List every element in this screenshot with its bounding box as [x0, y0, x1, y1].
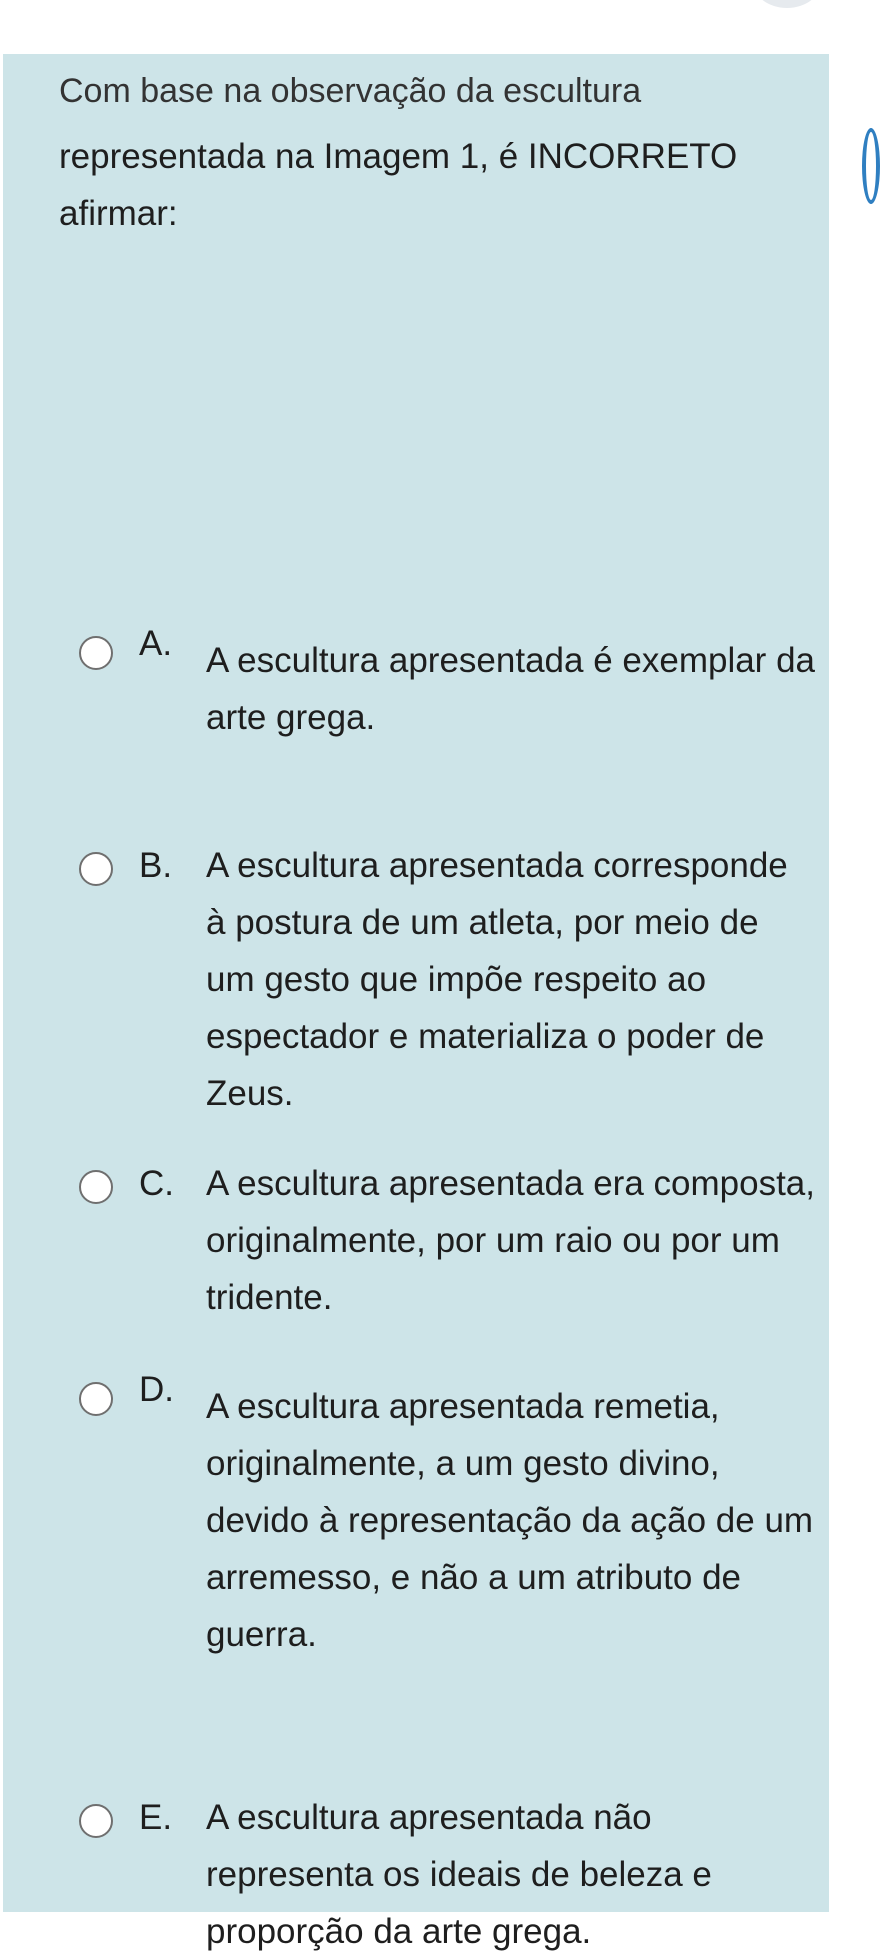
radio-button-d[interactable]	[79, 1382, 113, 1416]
option-letter-b: B.	[139, 846, 173, 885]
side-scroll-indicator[interactable]	[862, 128, 880, 204]
question-cut-line	[59, 72, 749, 110]
option-text-c: A escultura apresentada era composta, originalmente, por um raio ou por um tridente.	[206, 1164, 815, 1317]
option-letter-e: E.	[139, 1798, 173, 1837]
top-bar	[0, 0, 868, 54]
question-card	[3, 54, 829, 1951]
radio-button-a[interactable]	[79, 636, 113, 670]
option-letter-d: D.	[139, 1370, 174, 1409]
question-cut-text: Com base na observação da escultura	[59, 72, 642, 110]
radio-button-c[interactable]	[79, 1170, 113, 1204]
option-a[interactable]	[79, 578, 819, 738]
option-text-a: A escultura apresentada é exemplar da arte grega.	[206, 641, 815, 737]
option-letter-c: C.	[139, 1164, 174, 1203]
option-text-e: A escultura apresentada não representa os ideais de beleza e proporção da arte grega.	[206, 1798, 712, 1951]
top-avatar-partial	[752, 0, 822, 8]
option-e[interactable]	[79, 1754, 819, 1951]
option-d[interactable]	[79, 1324, 819, 1684]
option-b[interactable]	[79, 802, 819, 1113]
option-text-b: A escultura apresentada corresponde à postura de um atleta, por meio de um gesto que impõe respeito ao espectador e materializa o poder de Zeus.	[206, 846, 788, 1113]
option-c[interactable]	[79, 1120, 819, 1317]
radio-button-e[interactable]	[79, 1804, 113, 1838]
option-letter-a: A.	[139, 624, 173, 663]
right-margin	[829, 54, 868, 1912]
question-text: representada na Imagem 1, é INCORRETO afirmar:	[59, 137, 738, 233]
radio-button-b[interactable]	[79, 852, 113, 886]
option-text-d: A escultura apresentada remetia, originalmente, a um gesto divino, devido à representação da ação de um arremesso, e não a um atributo de guerra.	[206, 1387, 814, 1654]
